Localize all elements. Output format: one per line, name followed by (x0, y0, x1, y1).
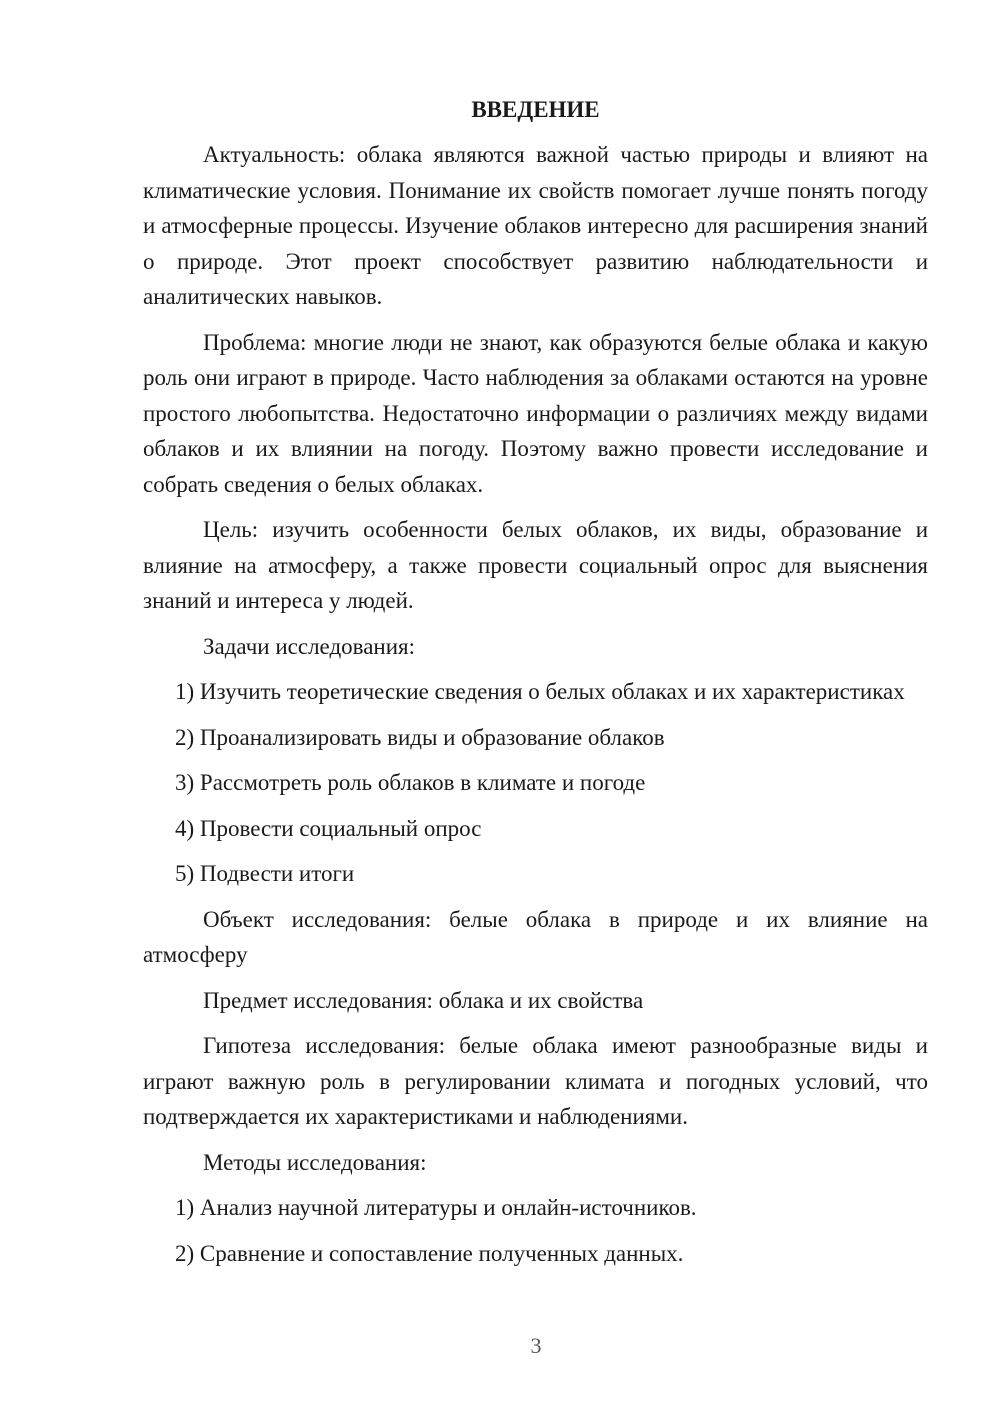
document-page (143, 95, 928, 1281)
list-item: 1) Изучить теоретические сведения о белых облаках и их характеристиках (175, 679, 905, 704)
list-item: 5) Подвести итоги (175, 861, 355, 886)
page-number: 3 (530, 1333, 542, 1358)
list-item: 2) Проанализировать виды и образование облаков (175, 724, 665, 750)
goal-paragraph: Цель: изучить особенности белых облаков, их виды, образование и влияние на атмосферу, а также провести социальный опрос для выяснения знаний и интереса у людей. (143, 517, 928, 613)
list-item: 3) Рассмотреть роль облаков в климате и погоде (175, 770, 646, 795)
methods-list (143, 1190, 928, 1271)
object-paragraph: Объект исследования: белые облака в природе и их влияние на атмосферу (143, 906, 928, 967)
relevance-paragraph: Актуальность: облака являются важной частью природы и влияют на климатические условия. Понимание их свойств помогает лучше понять погоду и атмосферные процессы. Изучение облаков интересно для расширения знаний о природе. Этот проект способствует развитию наблюдательности и аналитических навыков. (143, 142, 928, 309)
list-item: 2) Сравнение и сопоставление полученных данных. (175, 1240, 684, 1266)
hypothesis-paragraph: Гипотеза исследования: белые облака имеют разнообразные виды и играют важную роль в регулировании климата и погодных условий, что подтверждается их характеристиками и наблюдениями. (143, 1033, 928, 1129)
section-title: ВВЕДЕНИЕ (471, 97, 600, 122)
list-item: 4) Провести социальный опрос (175, 815, 482, 841)
methods-heading: Методы исследования: (203, 1149, 427, 1175)
list-item: 1) Анализ научной литературы и онлайн-источников. (175, 1195, 697, 1220)
tasks-heading: Задачи исследования: (203, 633, 416, 659)
tasks-list (143, 674, 928, 892)
subject-paragraph: Предмет исследования: облака и их свойства (203, 987, 644, 1013)
problem-paragraph: Проблема: многие люди не знают, как образуются белые облака и какую роль они играют в природе. Часто наблюдения за облаками остаются на уровне простого любопытства. Недостаточно информации о различиях между видами облаков и их влиянии на погоду. Поэтому важно провести исследование и собрать сведения о белых облаках. (143, 329, 928, 497)
